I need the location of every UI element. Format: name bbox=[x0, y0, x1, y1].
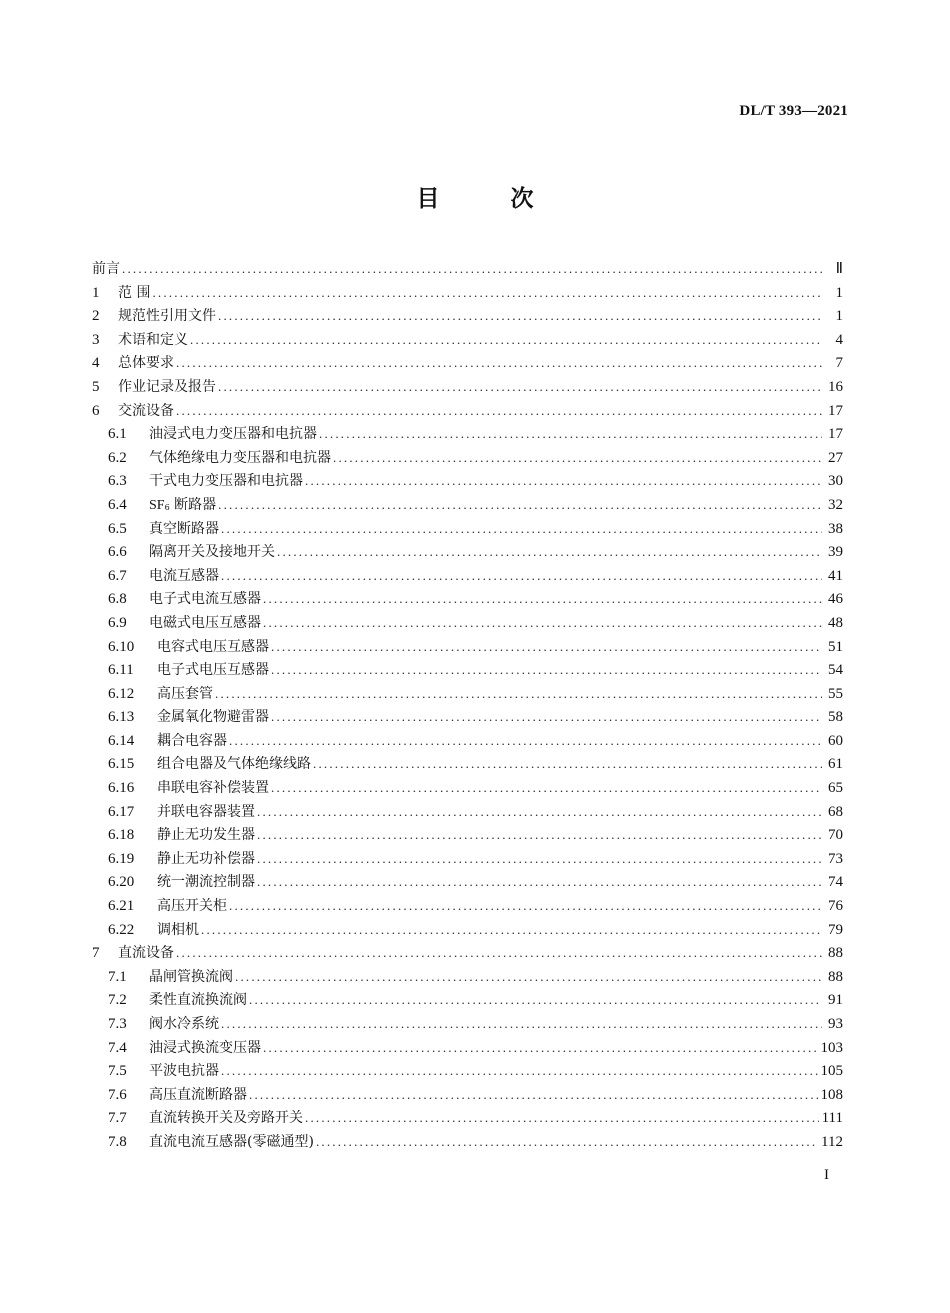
toc-entry-number: 6.11 bbox=[108, 662, 134, 679]
toc-entry-number: 6.4 bbox=[108, 496, 127, 513]
toc-entry-page: 79 bbox=[828, 921, 843, 938]
toc-entry-label: 直流设备 bbox=[118, 945, 174, 962]
toc-entry[interactable] bbox=[92, 352, 843, 376]
toc-entry[interactable] bbox=[92, 400, 843, 424]
toc-entry-number: 6.1 bbox=[108, 426, 127, 443]
toc-entry-label: 晶闸管换流阀 bbox=[149, 968, 233, 985]
toc-entry-number: 7.2 bbox=[108, 992, 127, 1009]
toc-entry[interactable] bbox=[92, 919, 843, 943]
toc-dot-leader bbox=[218, 497, 822, 513]
toc-entry[interactable] bbox=[92, 824, 843, 848]
toc-entry[interactable] bbox=[92, 706, 843, 730]
toc-entry[interactable] bbox=[92, 942, 843, 966]
toc-entry-page: 46 bbox=[828, 591, 843, 608]
toc-entry[interactable] bbox=[92, 1060, 843, 1084]
toc-dot-leader bbox=[249, 992, 822, 1008]
toc-entry-number: 6 bbox=[92, 402, 100, 419]
toc-entry-label: 并联电容器装置 bbox=[157, 803, 255, 820]
toc-entry-label: 静止无功发生器 bbox=[157, 827, 255, 844]
toc-entry[interactable] bbox=[92, 659, 843, 683]
toc-entry-label: 隔离开关及接地开关 bbox=[149, 544, 275, 561]
toc-entry-page: 17 bbox=[828, 426, 843, 443]
toc-entry-number: 7.3 bbox=[108, 1016, 127, 1032]
toc-entry[interactable] bbox=[92, 895, 843, 919]
toc-dot-leader bbox=[319, 426, 822, 442]
toc-entry[interactable] bbox=[92, 636, 843, 660]
toc-entry-number: 6.16 bbox=[108, 780, 135, 797]
toc-entry-label: 串联电容补偿装置 bbox=[157, 780, 269, 797]
toc-entry[interactable] bbox=[92, 494, 843, 518]
toc-entry[interactable] bbox=[92, 612, 843, 636]
toc-entry[interactable] bbox=[92, 541, 843, 565]
toc-entry[interactable] bbox=[92, 871, 843, 895]
toc-entry-label: 耦合电容器 bbox=[157, 732, 227, 749]
toc-dot-leader bbox=[152, 285, 822, 301]
toc-entry[interactable] bbox=[92, 518, 843, 542]
toc-dot-leader bbox=[221, 568, 822, 584]
toc-entry-number: 6.19 bbox=[108, 850, 135, 867]
toc-dot-leader bbox=[218, 379, 822, 395]
toc-entry-number: 6.6 bbox=[108, 544, 127, 561]
toc-dot-leader bbox=[176, 355, 822, 371]
toc-entry-number: 7.4 bbox=[108, 1039, 127, 1056]
toc-entry-label: 高压开关柜 bbox=[157, 898, 227, 915]
toc-entry-label-tail: 断路器 bbox=[169, 496, 217, 513]
toc-entry[interactable] bbox=[92, 1107, 843, 1131]
toc-entry-label: 直流转换开关及旁路开关 bbox=[149, 1110, 303, 1127]
toc-entry-number: 3 bbox=[92, 331, 100, 348]
toc-entry-label: 调相机 bbox=[157, 921, 199, 938]
toc-dot-leader bbox=[263, 615, 822, 631]
toc-dot-leader bbox=[271, 639, 822, 655]
page-title bbox=[0, 180, 950, 213]
page-number: I bbox=[824, 1167, 829, 1183]
toc-entry[interactable] bbox=[92, 565, 843, 589]
toc-dot-leader bbox=[176, 945, 822, 961]
toc-entry-page: 70 bbox=[828, 827, 843, 844]
title-char-1: 目 bbox=[416, 186, 440, 212]
toc-entry[interactable] bbox=[92, 329, 843, 353]
toc-entry-label: 高压套管 bbox=[157, 685, 213, 702]
toc-entry-page: 55 bbox=[828, 685, 843, 702]
toc-dot-leader bbox=[277, 544, 822, 560]
toc-entry-number: 1 bbox=[92, 284, 100, 301]
toc-entry[interactable] bbox=[92, 282, 843, 306]
toc-dot-leader bbox=[271, 662, 822, 678]
toc-entry-label: 油浸式换流变压器 bbox=[149, 1039, 261, 1056]
toc-entry-number: 7.7 bbox=[108, 1110, 127, 1127]
toc-dot-leader bbox=[215, 686, 822, 702]
toc-entry-page: 103 bbox=[820, 1039, 843, 1056]
toc-entry-page: 88 bbox=[828, 945, 843, 962]
toc-entry-page: 30 bbox=[828, 473, 843, 490]
toc-entry-page: 60 bbox=[828, 732, 843, 749]
toc-dot-leader bbox=[313, 756, 822, 772]
toc-dot-leader bbox=[229, 733, 822, 749]
toc-entry-page: 38 bbox=[828, 520, 843, 537]
toc-entry-page: 58 bbox=[828, 709, 843, 726]
toc-entry-page: 39 bbox=[828, 544, 843, 561]
toc-entry-label: 组合电器及气体绝缘线路 bbox=[157, 756, 311, 773]
toc-dot-leader bbox=[221, 1016, 822, 1032]
toc-dot-leader bbox=[190, 332, 822, 348]
toc-entry-label: 总体要求 bbox=[118, 355, 174, 372]
toc-entry-page: 17 bbox=[828, 402, 843, 419]
toc-entry-number: 6.2 bbox=[108, 449, 127, 466]
toc-entry-number: 6.8 bbox=[108, 591, 127, 608]
toc-entry-label: 电磁式电压互感器 bbox=[149, 614, 261, 631]
toc-dot-leader bbox=[271, 780, 822, 796]
toc-entry-label: 气体绝缘电力变压器和电抗器 bbox=[149, 449, 331, 466]
toc-dot-leader bbox=[271, 709, 822, 725]
toc-entry-page: 4 bbox=[835, 331, 843, 348]
toc-entry-number: 5 bbox=[92, 378, 100, 395]
toc-dot-leader bbox=[316, 1134, 818, 1150]
toc-entry-page: 91 bbox=[828, 992, 843, 1009]
toc-entry-page: 74 bbox=[828, 874, 843, 891]
toc-entry-page: Ⅱ bbox=[835, 261, 843, 277]
toc-entry-number: 6.15 bbox=[108, 756, 135, 773]
toc-entry-number: 6.9 bbox=[108, 614, 127, 631]
toc-entry-page: 32 bbox=[828, 496, 843, 513]
toc-dot-leader bbox=[257, 827, 822, 843]
toc-entry-page: 41 bbox=[828, 567, 843, 584]
toc-entry[interactable] bbox=[92, 801, 843, 825]
toc-entry-page: 65 bbox=[828, 780, 843, 797]
toc-entry[interactable] bbox=[92, 447, 843, 471]
toc-dot-leader bbox=[221, 1063, 818, 1079]
toc-entry-page: 16 bbox=[828, 378, 843, 395]
toc-dot-leader bbox=[257, 874, 822, 890]
toc-entry[interactable] bbox=[92, 966, 843, 990]
toc-entry-number: 6.18 bbox=[108, 827, 135, 844]
toc-entry[interactable] bbox=[92, 376, 843, 400]
toc-dot-leader bbox=[218, 308, 822, 324]
toc-entry-number: 6.22 bbox=[108, 921, 135, 938]
toc-entry-number: 6.10 bbox=[108, 638, 135, 655]
toc-entry-number: 7.8 bbox=[108, 1133, 127, 1150]
toc-dot-leader bbox=[257, 804, 822, 820]
toc-dot-leader bbox=[122, 261, 822, 277]
toc-entry-label bbox=[149, 494, 216, 514]
toc-dot-leader bbox=[221, 521, 822, 537]
toc-entry-number: 6.7 bbox=[108, 567, 127, 584]
toc-entry-label: 静止无功补偿器 bbox=[157, 850, 255, 867]
toc-entry[interactable] bbox=[92, 753, 843, 777]
toc-entry-label: 电子式电压互感器 bbox=[157, 662, 269, 679]
toc-entry-number: 7.6 bbox=[108, 1086, 127, 1103]
toc-dot-leader bbox=[333, 450, 822, 466]
standard-code: DL/T 393—2021 bbox=[739, 103, 848, 119]
toc-entry[interactable] bbox=[92, 989, 843, 1013]
toc-entry[interactable] bbox=[92, 848, 843, 872]
toc-entry-number: 6.13 bbox=[108, 709, 135, 726]
toc-entry-number: 2 bbox=[92, 308, 100, 325]
toc-entry[interactable] bbox=[92, 1037, 843, 1061]
toc-entry-label: 统一潮流控制器 bbox=[157, 874, 255, 891]
toc-entry-label: 真空断路器 bbox=[149, 520, 219, 537]
toc-entry[interactable] bbox=[92, 683, 843, 707]
toc-entry-label: 作业记录及报告 bbox=[118, 378, 216, 395]
toc-entry-label: 金属氧化物避雷器 bbox=[157, 709, 269, 726]
toc-entry[interactable] bbox=[92, 1013, 843, 1037]
toc-entry-number: 6.12 bbox=[108, 685, 135, 702]
toc-entry-number: 7.1 bbox=[108, 968, 127, 985]
toc-entry[interactable] bbox=[92, 777, 843, 801]
toc-entry-label: 前言 bbox=[92, 261, 120, 277]
toc-dot-leader bbox=[305, 1110, 819, 1126]
toc-entry-page: 1 bbox=[835, 308, 843, 325]
toc-entry-page: 27 bbox=[828, 449, 843, 466]
toc-entry[interactable] bbox=[92, 730, 843, 754]
toc-entry-page: 48 bbox=[828, 614, 843, 631]
toc-entry-label: 电流互感器 bbox=[149, 567, 219, 584]
toc-entry-number: 6.5 bbox=[108, 520, 127, 537]
toc-entry-label: 规范性引用文件 bbox=[118, 308, 216, 325]
toc-entry[interactable] bbox=[92, 470, 843, 494]
toc-entry-page: 111 bbox=[821, 1110, 843, 1127]
toc-dot-leader bbox=[201, 922, 822, 938]
toc-entry[interactable] bbox=[92, 423, 843, 447]
toc-entry-label: 阀水冷系统 bbox=[149, 1016, 219, 1032]
toc-entry[interactable] bbox=[92, 588, 843, 612]
toc-entry-page: 73 bbox=[828, 850, 843, 867]
toc-entry-label: 范 围 bbox=[118, 284, 151, 301]
toc-dot-leader bbox=[229, 898, 822, 914]
toc-entry[interactable] bbox=[92, 305, 843, 329]
toc-entry-page: 105 bbox=[820, 1063, 843, 1080]
toc-dot-leader bbox=[263, 1040, 818, 1056]
toc-entry-label: 直流电流互感器(零磁通型) bbox=[149, 1133, 314, 1150]
toc-dot-leader bbox=[249, 1087, 818, 1103]
toc-entry-number: 6.14 bbox=[108, 732, 135, 749]
toc-entry-number: 6.17 bbox=[108, 803, 135, 820]
toc-entry-page: 88 bbox=[828, 968, 843, 985]
toc-entry-page: 51 bbox=[828, 638, 843, 655]
toc-entry-label: 交流设备 bbox=[118, 402, 174, 419]
toc-entry-label: 干式电力变压器和电抗器 bbox=[149, 473, 303, 490]
toc-entry-number: 7 bbox=[92, 945, 100, 962]
toc-entry-label-main: SF bbox=[149, 497, 165, 513]
toc-entry-label: 高压直流断路器 bbox=[149, 1086, 247, 1103]
toc-dot-leader bbox=[235, 969, 822, 985]
toc-dot-leader bbox=[263, 591, 822, 607]
toc-entry-number: 7.5 bbox=[108, 1063, 127, 1080]
toc-dot-leader bbox=[257, 851, 822, 867]
toc-entry-page: 68 bbox=[828, 803, 843, 820]
toc-entry-number: 6.20 bbox=[108, 874, 135, 891]
toc-entry-page: 108 bbox=[820, 1086, 843, 1103]
toc-entry-page: 76 bbox=[828, 898, 843, 915]
toc-entry-label: 术语和定义 bbox=[118, 331, 188, 348]
toc-entry-label: 柔性直流换流阀 bbox=[149, 992, 247, 1009]
toc-entry-label: 电子式电流互感器 bbox=[149, 591, 261, 608]
toc-entry-number: 6.21 bbox=[108, 898, 135, 915]
toc-entry-page: 54 bbox=[828, 662, 843, 679]
toc-dot-leader bbox=[176, 403, 822, 419]
toc-entry-page: 7 bbox=[835, 355, 843, 372]
toc-entry-page: 1 bbox=[835, 284, 843, 301]
toc-entry-page: 112 bbox=[821, 1133, 843, 1150]
toc-entry-number: 4 bbox=[92, 355, 100, 372]
toc-entry-label: 电容式电压互感器 bbox=[157, 638, 269, 655]
toc-entry-label: 油浸式电力变压器和电抗器 bbox=[149, 426, 317, 443]
toc-entry-page: 61 bbox=[828, 756, 843, 773]
table-of-contents bbox=[92, 258, 843, 1155]
toc-entry[interactable] bbox=[92, 258, 843, 282]
toc-dot-leader bbox=[305, 473, 822, 489]
title-char-2: 次 bbox=[510, 186, 534, 212]
toc-entry-label: 平波电抗器 bbox=[149, 1063, 219, 1080]
toc-entry-number: 6.3 bbox=[108, 473, 127, 490]
toc-entry[interactable] bbox=[92, 1084, 843, 1108]
toc-entry-page: 93 bbox=[828, 1016, 843, 1032]
toc-entry-label-subscript: 6 bbox=[164, 502, 170, 512]
toc-entry[interactable] bbox=[92, 1131, 843, 1155]
